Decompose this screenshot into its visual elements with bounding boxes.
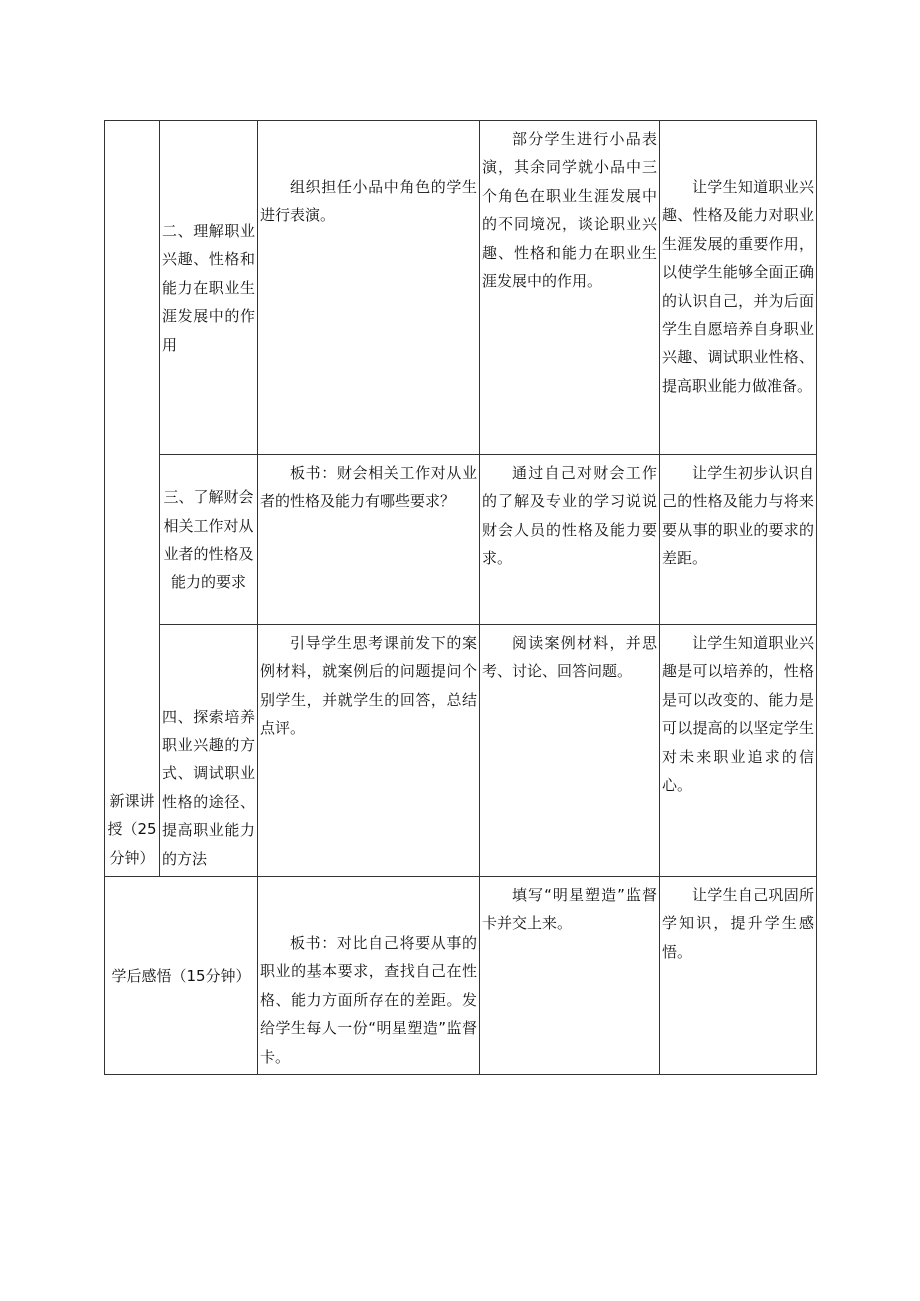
table-row bbox=[105, 625, 817, 877]
design-purpose-cell bbox=[660, 877, 817, 1075]
lesson-plan-table bbox=[104, 120, 817, 1075]
student-activity-cell bbox=[480, 121, 660, 455]
design-purpose-text: 让学生初步认识自己的性格及能力与将来要从事的职业的要求的差距。 bbox=[662, 464, 814, 568]
student-activity-text: 部分学生进行小品表演，其余同学就小品中三个角色在职业生涯发展中的不同境况，谈论职业兴趣、性格和能力在职业生涯发展中的作用。 bbox=[482, 130, 657, 291]
stage-cell-reflection bbox=[105, 877, 258, 1075]
table-row bbox=[105, 877, 817, 1075]
teacher-activity-text: 组织担任小品中角色的学生进行表演。 bbox=[260, 178, 477, 225]
design-purpose-text: 让学生知道职业兴趣是可以培养的，性格是可以改变的、能力是可以提高的以坚定学生对未来职业追求的信心。 bbox=[662, 634, 814, 795]
stage-label: 新课讲授（25分钟） bbox=[107, 791, 157, 867]
student-activity-text: 通过自己对财会工作的了解及专业的学习说说财会人员的性格及能力要求。 bbox=[482, 464, 657, 568]
design-purpose-cell bbox=[660, 121, 817, 455]
teacher-activity-cell bbox=[258, 625, 480, 877]
topic-cell bbox=[160, 625, 258, 877]
student-activity-cell bbox=[480, 877, 660, 1075]
design-purpose-text: 让学生知道职业兴趣、性格及能力对职业生涯发展的重要作用，以使学生能够全面正确的认识自己，并为后面学生自愿培养自身职业兴趣、调试职业性格、提高职业能力做准备。 bbox=[662, 178, 814, 395]
teacher-activity-text: 板书：财会相关工作对从业者的性格及能力有哪些要求？ bbox=[260, 464, 477, 511]
design-purpose-text: 让学生自己巩固所学知识，提升学生感悟。 bbox=[662, 886, 814, 961]
teacher-activity-cell bbox=[258, 455, 480, 625]
table-row bbox=[105, 455, 817, 625]
student-activity-text: 阅读案例材料，并思考、讨论、回答问题。 bbox=[482, 634, 657, 681]
teacher-activity-cell bbox=[258, 877, 480, 1075]
student-activity-cell bbox=[480, 455, 660, 625]
table-row bbox=[105, 121, 817, 455]
stage-label: 学后感悟（15分钟） bbox=[111, 966, 251, 985]
student-activity-cell bbox=[480, 625, 660, 877]
topic-text: 三、了解财会相关工作对从业者的性格及能力的要求 bbox=[163, 488, 254, 592]
stage-cell-new-lesson bbox=[105, 121, 160, 877]
design-purpose-cell bbox=[660, 455, 817, 625]
student-activity-text: 填写“明星塑造”监督卡并交上来。 bbox=[482, 886, 657, 933]
topic-text: 二、理解职业兴趣、性格和能力在职业生涯发展中的作用 bbox=[162, 221, 255, 354]
topic-text: 四、探索培养职业兴趣的方式、调试职业性格的途径、提高职业能力的方法 bbox=[162, 707, 255, 868]
topic-cell bbox=[160, 455, 258, 625]
design-purpose-cell bbox=[660, 625, 817, 877]
topic-cell bbox=[160, 121, 258, 455]
teacher-activity-text: 引导学生思考课前发下的案例材料，就案例后的问题提问个别学生，并就学生的回答，总结点评。 bbox=[260, 634, 477, 738]
teacher-activity-text: 板书：对比自己将要从事的职业的基本要求，查找自己在性格、能力方面所存在的差距。发给学生每人一份“明星塑造”监督卡。 bbox=[260, 934, 477, 1066]
teacher-activity-cell bbox=[258, 121, 480, 455]
